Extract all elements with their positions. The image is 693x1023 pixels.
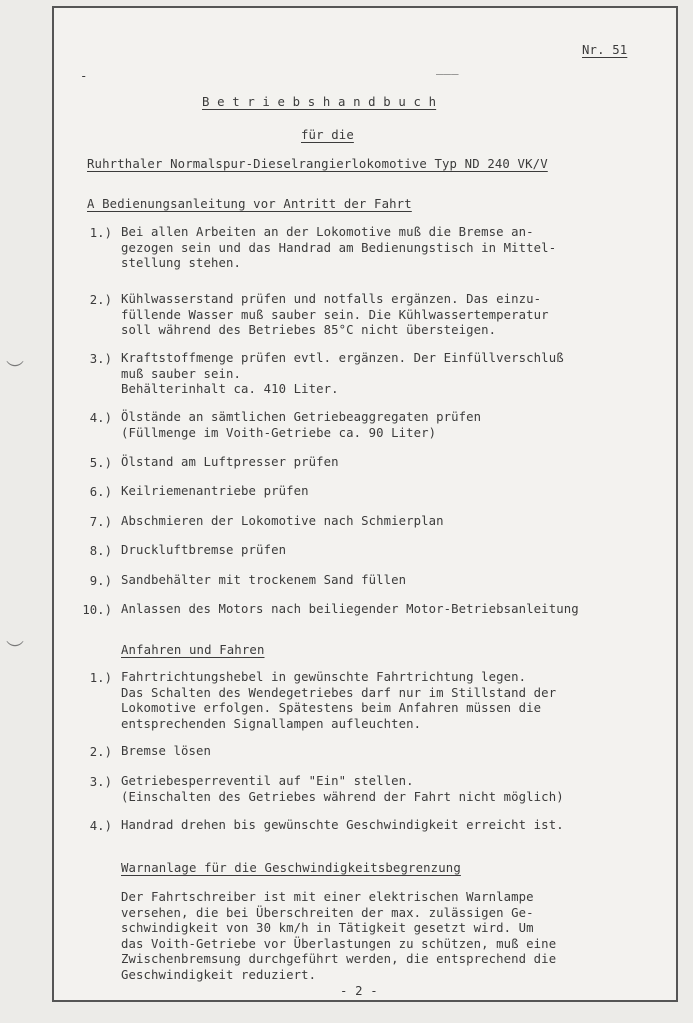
section-c-heading: Warnanlage für die Geschwindigkeitsbegrenzung: [121, 861, 461, 875]
list-item-number: 7.): [89, 515, 112, 529]
list-item-text: Sandbehälter mit trockenem Sand füllen: [121, 573, 407, 587]
list-item-number: 3.): [89, 775, 112, 789]
list-item-text: Druckluftbremse prüfen: [121, 543, 287, 557]
list-item-text: Handrad drehen bis gewünschte Geschwindigkeit erreicht ist.: [121, 818, 564, 832]
section-c-paragraph: Der Fahrtschreiber ist mit einer elektrischen Warnlampe versehen, die bei Überschreiten der max. zulässigen Ge- schwindigkeit von 30 km/h in Tätigkeit gesetzt wird. Um das Voith-Getriebe vor Überlastungen zu schützen, muß eine Zwischenbremsung durchgeführt werden, die entsprechend die Geschwindigkeit reduziert.: [121, 890, 557, 982]
list-item-text: Bei allen Arbeiten an der Lokomotive muß die Bremse an- gezogen sein und das Handrad am Bedienungstisch in Mittel- stellung stehen.: [121, 225, 557, 270]
binder-hole-mark: ︶: [6, 360, 24, 381]
list-item-number: 4.): [89, 411, 112, 425]
corner-mark: -: [80, 69, 88, 83]
list-item-number: 8.): [89, 544, 112, 558]
list-item-text: Abschmieren der Lokomotive nach Schmierplan: [121, 514, 444, 528]
page-number: - 2 -: [340, 984, 378, 998]
list-item-text: Ölstand am Luftpresser prüfen: [121, 455, 339, 469]
binder-hole-mark: ︶: [6, 640, 24, 661]
list-item-text: Keilriemenantriebe prüfen: [121, 484, 309, 498]
list-item-number: 3.): [89, 352, 112, 366]
list-item-number: 9.): [89, 574, 112, 588]
section-b-heading: Anfahren und Fahren: [121, 643, 265, 657]
list-item-number: 10.): [82, 603, 112, 617]
list-item-number: 1.): [89, 671, 112, 685]
list-item-text: Bremse lösen: [121, 744, 212, 758]
list-item-number: 2.): [89, 745, 112, 759]
list-item-text: Ölstände an sämtlichen Getriebeaggregaten prüfen (Füllmenge im Voith-Getriebe ca. 90 Liter): [121, 410, 482, 440]
list-item-text: Anlassen des Motors nach beiliegender Motor-Betriebsanleitung: [121, 602, 579, 616]
list-item-text: Getriebesperreventil auf "Ein" stellen. (Einschalten des Getriebes während der Fahrt nicht möglich): [121, 774, 564, 804]
document-page: [52, 6, 678, 1002]
list-item-number: 6.): [89, 485, 112, 499]
list-item-number: 1.): [89, 226, 112, 240]
document-subtitle: für die: [301, 128, 354, 142]
list-item-number: 4.): [89, 819, 112, 833]
vehicle-title: Ruhrthaler Normalspur-Dieselrangierlokomotive Typ ND 240 VK/V: [87, 157, 548, 171]
list-item-number: 2.): [89, 293, 112, 307]
section-a-heading: A Bedienungsanleitung vor Antritt der Fahrt: [87, 197, 412, 211]
list-item-text: Kühlwasserstand prüfen und notfalls ergänzen. Das einzu- füllende Wasser muß sauber sein. Die Kühlwassertemperatur soll während des Betriebes 85°C nicht übersteigen.: [121, 292, 549, 337]
list-item-number: 5.): [89, 456, 112, 470]
document-title: B e t r i e b s h a n d b u c h: [202, 95, 437, 109]
document-number: Nr. 51: [582, 43, 628, 57]
list-item-text: Kraftstoffmenge prüfen evtl. ergänzen. Der Einfüllverschluß muß sauber sein. Behälterinhalt ca. 410 Liter.: [121, 351, 564, 396]
dash-mark: ___: [436, 61, 459, 75]
list-item-text: Fahrtrichtungshebel in gewünschte Fahrtrichtung legen. Das Schalten des Wendegetriebes darf nur im Stillstand der Lokomotive erfolgen. Spätestens beim Anfahren müssen die entsprechenden Signallampen aufleuchten.: [121, 670, 557, 731]
